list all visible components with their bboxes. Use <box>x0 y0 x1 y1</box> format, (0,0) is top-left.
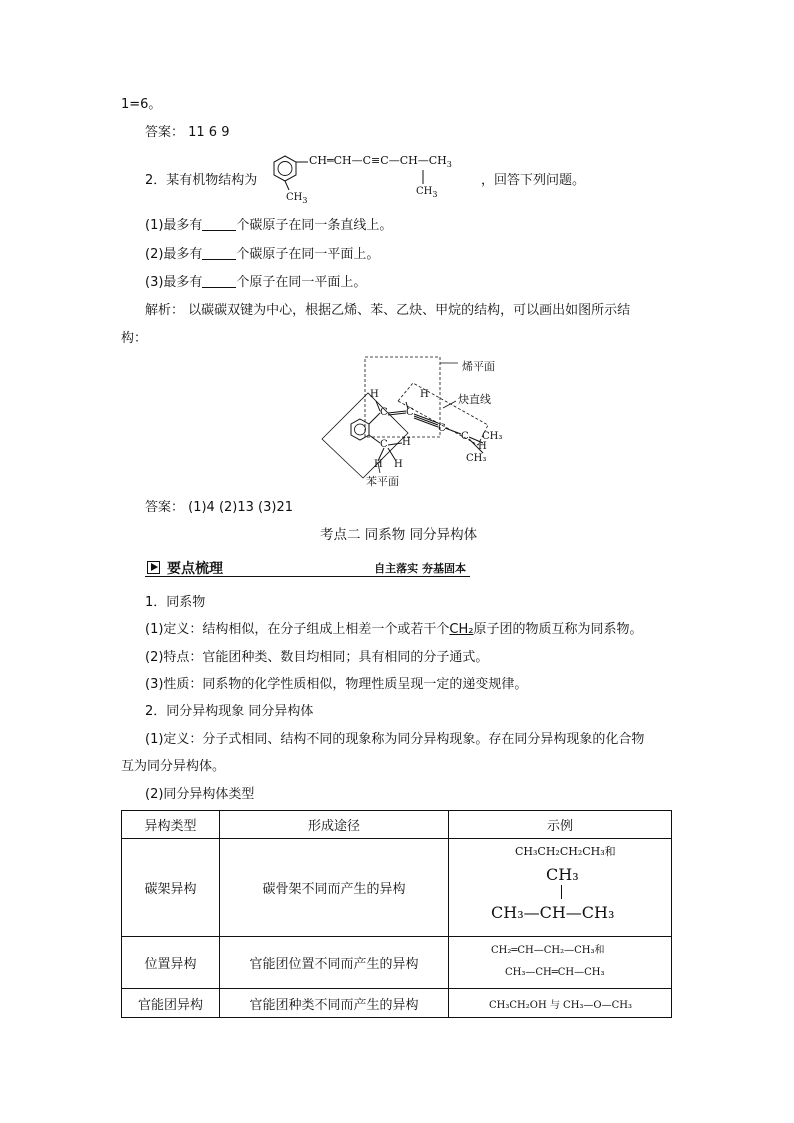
branch-methyl: $CH_3$ <box>416 186 438 199</box>
example-line-1: CH₂═CH—CH₂—CH₃和 <box>491 945 605 956</box>
analysis-line-2: 构： <box>121 331 148 346</box>
row-example: CH₃CH₂OH 与 CH₃—O—CH₃ <box>449 989 672 1018</box>
atom-h-5: H <box>374 459 383 470</box>
key-points-banner <box>145 558 470 577</box>
plane-figure <box>318 353 518 488</box>
atom-ch3-1: CH₃ <box>482 431 503 442</box>
isomer-types-heading: (2)同分异构体类型 <box>145 787 255 802</box>
atom-h-6: H <box>394 459 403 470</box>
homolog-feature: (2)特点：官能团种类、数目均相同；具有相同的分子通式。 <box>145 650 489 665</box>
structure-formula <box>266 150 481 208</box>
label-alkene-plane: 烯平面 <box>462 360 495 373</box>
play-icon <box>147 561 160 574</box>
table-header: 异构类型 <box>122 811 220 839</box>
ring-methyl: $CH_3$ <box>286 192 308 205</box>
homolog-definition: (1)定义：结构相似，在分子组成上相差一个或若干个CH₂原子团的物质互称为同系物。 <box>145 622 643 637</box>
row-type: 位置异构 <box>122 937 220 989</box>
row-example <box>449 839 672 937</box>
sub-question-1: (1)最多有 个碳原子在同一条直线上。 <box>145 218 393 233</box>
example-branch: CH₃ <box>546 865 579 884</box>
isomer-types-table <box>121 810 672 1018</box>
atom-ch3-2: CH₃ <box>466 453 487 464</box>
question-2-prefix: 2．某有机物结构为 <box>145 173 258 188</box>
row-way: 碳骨架不同而产生的异构 <box>220 839 449 937</box>
atom-h-3: H <box>478 441 487 452</box>
table-header: 形成途径 <box>220 811 449 839</box>
table-header: 示例 <box>449 811 672 839</box>
table-row <box>122 839 672 937</box>
heading-isomers: 2．同分异构现象 同分异构体 <box>145 704 314 719</box>
atom-c-2: C <box>406 407 414 418</box>
homolog-property: (3)性质：同系物的化学性质相似，物理性质呈现一定的递变规律。 <box>145 677 528 692</box>
blank-3[interactable] <box>202 273 236 288</box>
atom-c-5: C <box>380 439 388 450</box>
label-alkyne-line: 炔直线 <box>458 393 491 406</box>
row-way: 官能团位置不同而产生的异构 <box>220 937 449 989</box>
row-type: 碳架异构 <box>122 839 220 937</box>
atom-c-3: C <box>438 423 446 434</box>
atom-h-2: H <box>420 389 429 400</box>
question-2-suffix: ，回答下列问题。 <box>481 173 586 188</box>
answer-1: 答案： 11 6 9 <box>145 125 230 140</box>
answer-2: 答案： (1)4 (2)13 (3)21 <box>145 500 293 515</box>
atom-h-4: H <box>402 437 411 448</box>
heading-homologs: 1．同系物 <box>145 595 206 610</box>
carryover-line: 1=6。 <box>121 97 162 112</box>
blank-2[interactable] <box>202 245 236 260</box>
blank-1[interactable] <box>202 216 236 231</box>
banner-subtitle: 自主落实 夯基固本 <box>374 562 466 575</box>
example-line-2: CH₃—CH—CH₃ <box>491 903 615 922</box>
isomer-definition-1: (1)定义：分子式相同、结构不同的现象称为同分异构现象。存在同分异构现象的化合物 <box>145 732 645 747</box>
row-type: 官能团异构 <box>122 989 220 1018</box>
banner-title: 要点梳理 <box>167 561 223 577</box>
example-line-1: CH₃CH₂CH₂CH₃和 <box>515 845 616 858</box>
chain-formula: $CH═CH—C\equiv C—CH—CH_3$ <box>309 154 452 170</box>
table-row <box>122 989 672 1018</box>
section-title: 考点二 同系物 同分异构体 <box>320 527 478 543</box>
sub-question-3: (3)最多有 个原子在同一平面上。 <box>145 275 367 290</box>
sub-question-2: (2)最多有 个碳原子在同一平面上。 <box>145 247 380 262</box>
isomer-definition-2: 互为同分异构体。 <box>121 759 226 774</box>
ch2-group: CH₂ <box>449 622 474 637</box>
atom-h-1: H <box>370 389 379 400</box>
analysis-line-1: 解析： 以碳碳双键为中心，根据乙烯、苯、乙炔、甲烷的结构，可以画出如图所示结 <box>145 303 631 318</box>
row-way: 官能团种类不同而产生的异构 <box>220 989 449 1018</box>
atom-c-1: C <box>380 407 388 418</box>
row-example <box>449 937 672 989</box>
table-row <box>122 937 672 989</box>
atom-c-4: C <box>461 431 469 442</box>
example-line-2: CH₃—CH═CH—CH₃ <box>505 967 605 978</box>
label-benzene-plane: 苯平面 <box>366 475 399 488</box>
